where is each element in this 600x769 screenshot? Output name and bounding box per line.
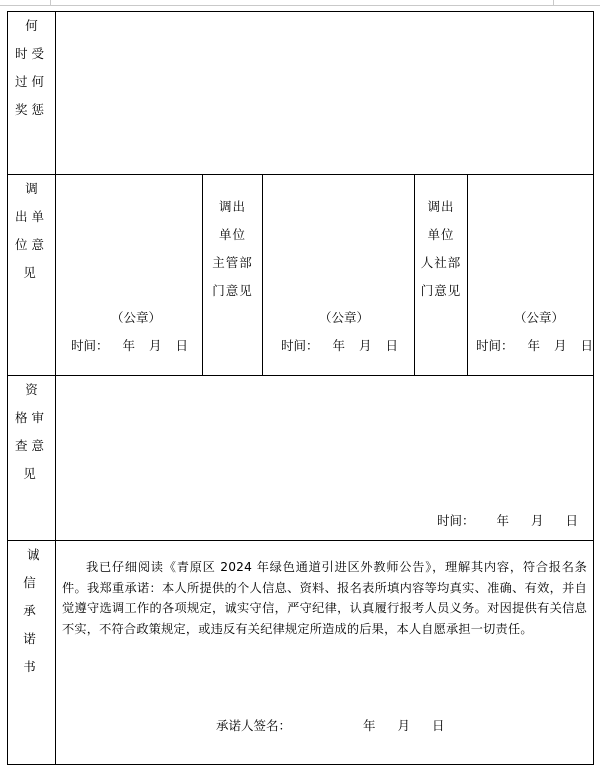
panel-transfer-unit-date-label: 时间： <box>71 338 109 353</box>
panel-hr-social-security-dateline <box>476 336 593 354</box>
panel-supervising-department-label-line-2: 单位 <box>218 227 246 242</box>
row-awards-penalties <box>8 12 594 175</box>
panel-transfer-unit-date-year: 年 <box>122 338 136 353</box>
row-label-transfer-unit-opinion <box>8 175 56 376</box>
page-margin-guide <box>0 0 600 6</box>
row-qualification-review <box>8 376 594 541</box>
panel-supervising-department-dateline <box>281 336 398 354</box>
panel-hr-social-security-opinion[interactable] <box>468 175 594 376</box>
integrity-pledge-signature-year: 年 <box>363 718 376 733</box>
panel-supervising-department-date-day: 日 <box>385 338 399 353</box>
integrity-pledge-signature-line[interactable] <box>56 716 593 734</box>
panel-hr-social-security-label-line-1: 调出 <box>427 199 455 214</box>
panel-hr-social-security-label-line-3: 人社部 <box>420 255 462 270</box>
integrity-pledge-signature-day: 日 <box>432 718 445 733</box>
panel-hr-social-security-label <box>415 175 468 376</box>
panel-hr-social-security-date-year: 年 <box>527 338 541 353</box>
panel-supervising-department-date-month: 月 <box>359 338 372 353</box>
panel-supervising-department-label-line-4: 门意见 <box>212 283 253 298</box>
panel-transfer-unit-seal-mark: （公章） <box>111 310 162 325</box>
panel-hr-social-security-label-text <box>415 175 467 305</box>
panel-hr-social-security-date-month: 月 <box>554 338 567 353</box>
row-label-qualification-review <box>8 376 56 541</box>
panel-transfer-unit-dateline <box>71 336 188 354</box>
panel-hr-social-security-date-label: 时间： <box>476 338 514 353</box>
page-margin-tick-right <box>553 0 554 6</box>
panel-hr-social-security-label-line-2: 单位 <box>427 227 455 242</box>
panel-supervising-department-opinion[interactable] <box>263 175 415 376</box>
panel-supervising-department-seal-mark: （公章） <box>319 310 370 325</box>
qualification-review-date-year: 年 <box>496 513 510 528</box>
integrity-pledge-signature-label: 承诺人签名： <box>216 718 292 733</box>
row-integrity-pledge <box>8 541 594 765</box>
panel-supervising-department-date-year: 年 <box>332 338 346 353</box>
panel-supervising-department-label-text <box>203 175 262 305</box>
panel-transfer-unit-opinion[interactable] <box>56 175 203 376</box>
panel-supervising-department-label-line-1: 调出 <box>218 199 246 214</box>
row-label-qualification-review-text: 资格审查意见 <box>14 382 48 481</box>
panel-hr-social-security-date-day: 日 <box>580 338 594 353</box>
row-content-qualification-review[interactable] <box>56 376 594 541</box>
row-content-integrity-pledge[interactable] <box>56 541 594 765</box>
row-label-integrity-pledge <box>8 541 56 765</box>
panel-transfer-unit-date-day: 日 <box>175 338 189 353</box>
application-form-table <box>7 11 594 765</box>
row-label-integrity-pledge-text: 诚信承诺书 <box>23 547 44 674</box>
integrity-pledge-signature-month: 月 <box>397 718 411 733</box>
page-margin-tick-left <box>50 0 51 6</box>
row-label-transfer-unit-opinion-text: 调出单位意见 <box>14 181 48 280</box>
row-content-awards-penalties[interactable] <box>56 12 594 175</box>
panel-supervising-department-date-label: 时间： <box>281 338 319 353</box>
qualification-review-date-month: 月 <box>531 513 544 528</box>
qualification-review-dateline <box>437 511 578 529</box>
panel-supervising-department-label <box>203 175 263 376</box>
panel-supervising-department-label-line-3: 主管部 <box>212 255 253 270</box>
panel-transfer-unit-date-month: 月 <box>149 338 162 353</box>
row-label-awards-penalties-text: 何时受过何奖惩 <box>14 18 48 117</box>
row-transfer-unit-opinions <box>8 175 594 376</box>
integrity-pledge-body: 我已仔细阅读《青原区 2024 年绿色通道引进区外教师公告》，理解其内容，符合报名条件。我郑重承诺：本人所提供的个人信息、资料、报名表所填内容等均真实、准确、有效，并自觉遵守选调工作的各项规定，诚实守信，严守纪律，认真履行报考人员义务。对因提供有关信息不实，不符合政策规定，或违反有关纪律规定所造成的后果，本人自愿承担一切责任。 <box>62 560 588 636</box>
panel-hr-social-security-seal-mark: （公章） <box>514 310 565 325</box>
row-label-awards-penalties <box>8 12 56 175</box>
panel-hr-social-security-label-line-4: 门意见 <box>420 283 462 298</box>
qualification-review-date-day: 日 <box>565 513 579 528</box>
qualification-review-date-label: 时间： <box>437 513 475 528</box>
